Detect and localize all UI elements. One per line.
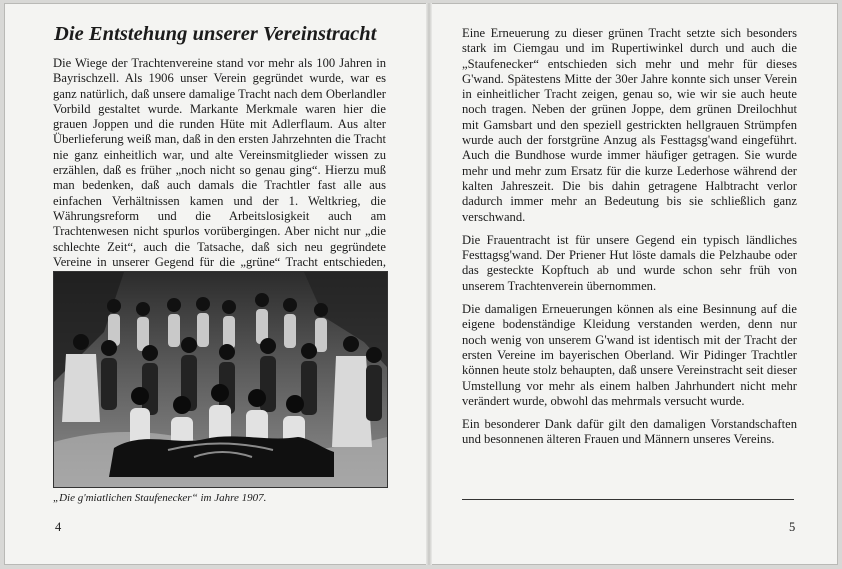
historic-group-photo (53, 271, 388, 488)
paragraph-1: Eine Erneuerung zu dieser grünen Tracht setzte sich besonders stark im Ciemgau und im Rupertiwinkel durch und auch die „Staufenecker“ entschieden sich mehr und mehr für dieses G'wand. Spätestens Mitte der 30er Jahre konnte sich unser Verein in einheitlicher Tracht zeigen, genau so, wie wir sie auch heute noch tragen. Neben der grünen Joppe, dem grünen Dreilochhut mit Gamsbart und den speziell gestrickten hellgrauen Strümpfen wurde auch der forstgrüne Anzug als Festtagsg'wand eingeführt. Auch die Bundhose wurde immer häufiger getragen. Sie wurde mehr und mehr zum Ersatz für die kurze Lederhose während der kalten Jahreszeit. Die bis dahin getragene Halbtracht verlor dadurch immer mehr an Bedeutung bis sie schließlich ganz verschwand. (462, 26, 797, 224)
article-title: Die Entstehung unserer Vereinstracht (54, 23, 377, 45)
page-number-right: 5 (789, 520, 796, 534)
page-number-left: 4 (55, 520, 62, 534)
horizontal-rule (462, 499, 794, 500)
paragraph-4: Ein besonderer Dank dafür gilt den damaligen Vorstandschaften und besonnenen älteren Frauen und Männern unseres Vereins. (462, 417, 797, 447)
left-page (4, 3, 426, 565)
right-page-text (462, 26, 797, 456)
booklet-spread (4, 3, 838, 565)
intro-paragraph: Die Wiege der Trachtenvereine stand vor mehr als 100 Jahren in Bayrischzell. Als 1906 unser Verein gegründet wurde, war es ganz natürlich, daß unsere damalige Tracht nach dem Oberlandler Vorbild gestaltet wurde. Markante Merkmale waren hier die grauen Joppen und die runden Hüte mit Adlerflaum. Aus alter Überlieferung weiß man, daß in den ersten Jahrzehnten die Tracht nie ganz einheitlich war, und alte Vereinsmitglieder wissen zu erzählen, daß es früher „noch nicht so genau ging“. Hierzu muß man bedenken, daß auch damals die Trachtler fast alle aus einfachen Verhältnissen kamen und der 1. Weltkrieg, die Währungsreform und die Arbeitslosigkeit auch am Trachtenwesen nicht spurlos vorübergingen. Aber nicht nur „die schlechte Zeit“, auch die Tatsache, daß sich neu gegründete Vereine in unserer Gegend für die „grüne“ Tracht entschieden, (53, 56, 386, 269)
paragraph-3: Die damaligen Erneuerungen können als eine Besinnung auf die eigene bodenständige Kleidung verstanden werden, denn nur noch wenig von unserem G'wand ist identisch mit der Tracht der ersten Vereine im bayerischen Oberland. Wir Pidinger Trachtler können heute stolz behaupten, daß unsere Vereinstracht seit dieser Umstellung vor mehr als einem halben Jahrhundert nicht mehr verändert wurde, obwohl das mehrmals versucht wurde. (462, 302, 797, 408)
right-page (432, 3, 838, 565)
photo-caption: „Die g'miatlichen Staufenecker“ im Jahre 1907. (53, 492, 267, 504)
left-page-text (53, 56, 386, 285)
paragraph-2: Die Frauentracht ist für unsere Gegend ein typisch ländliches Festtagsg'wand. Der Priener Hut löste damals die Pelzhaube oder das gesteckte Kopftuch ab und wurde schon sehr früh von unserem Trachtenverein übernommen. (462, 232, 797, 293)
